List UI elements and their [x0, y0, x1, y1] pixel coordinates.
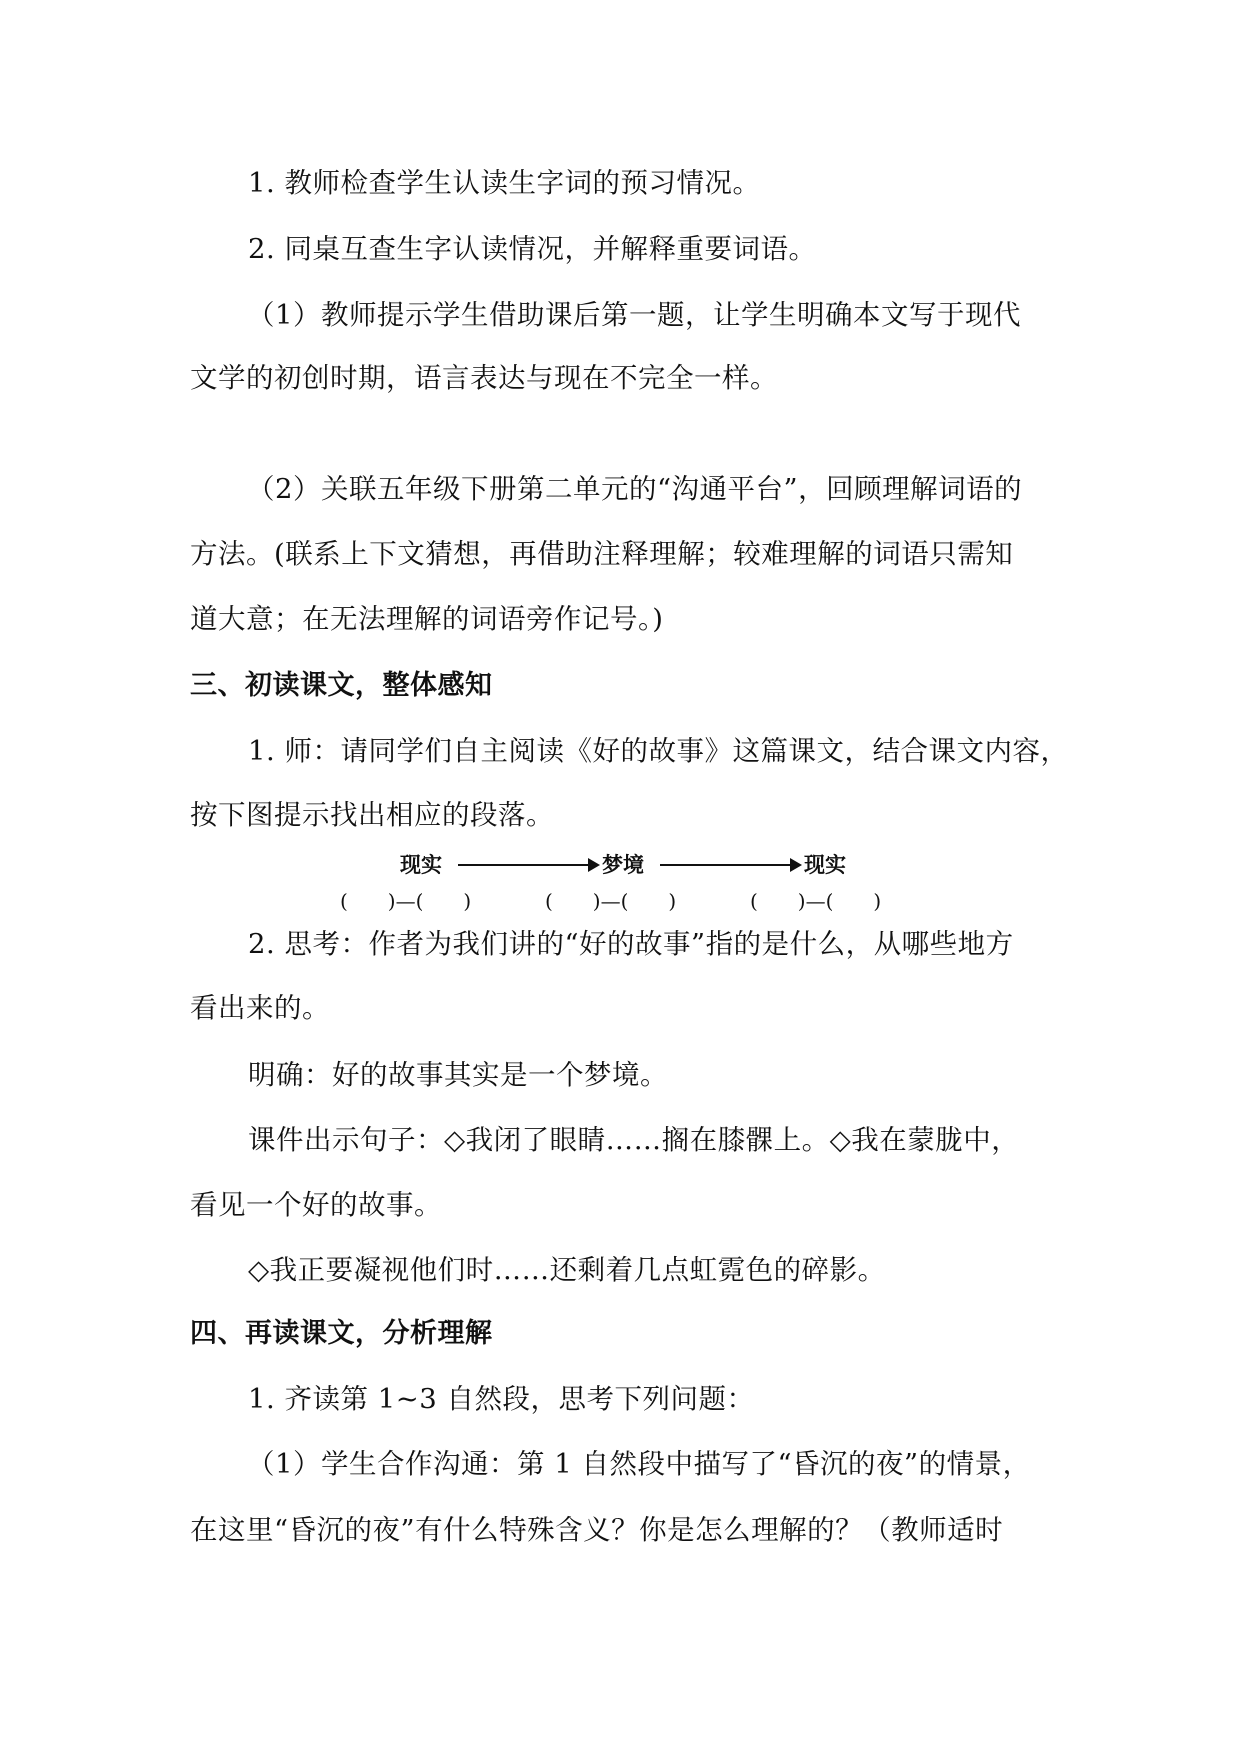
text-line: 看见一个好的故事。 [190, 1189, 442, 1221]
arrow-icon [458, 864, 598, 866]
text-line: ◇我正要凝视他们时……还剩着几点虹霓色的碎影。 [248, 1254, 886, 1286]
text-line: 方法。(联系上下文猜想，再借助注释理解；较难理解的词语只需知 [190, 538, 1014, 570]
text-line: （2）关联五年级下册第二单元的“沟通平台”，回顾理解词语的 [247, 473, 1023, 505]
text-line: 2. 同桌互查生字认读情况，并解释重要词语。 [248, 233, 817, 265]
flow-diagram [330, 850, 950, 920]
text-line: 1. 师：请同学们自主阅读《好的故事》这篇课文，结合课文内容， [248, 735, 1069, 767]
text-line: 明确：好的故事其实是一个梦境。 [248, 1059, 668, 1091]
diagram-blank: ( )—( ) [545, 889, 677, 913]
diagram-node: 梦境 [602, 852, 644, 877]
text-line: 看出来的。 [190, 992, 330, 1024]
text-line: 课件出示句子：◇我闭了眼睛……搁在膝髁上。◇我在蒙胧中， [248, 1124, 1020, 1156]
text-line: 文学的初创时期，语言表达与现在不完全一样。 [190, 362, 778, 394]
section-heading: 四、再读课文，分析理解 [190, 1318, 493, 1349]
diagram-blank: ( )—( ) [340, 889, 472, 913]
text-line: 道大意；在无法理解的词语旁作记号。) [190, 603, 664, 635]
section-heading: 三、初读课文，整体感知 [190, 670, 493, 701]
text-line: 1. 齐读第 1~3 自然段，思考下列问题： [248, 1383, 755, 1415]
diagram-node: 现实 [804, 852, 846, 877]
text-line: 2. 思考：作者为我们讲的“好的故事”指的是什么，从哪些地方 [248, 928, 1014, 960]
text-line: 在这里“昏沉的夜”有什么特殊含义？你是怎么理解的？（教师适时 [190, 1514, 1004, 1546]
diagram-node: 现实 [400, 852, 442, 877]
text-line: （1）学生合作沟通：第 1 自然段中描写了“昏沉的夜”的情景， [247, 1448, 1031, 1480]
text-line: 按下图提示找出相应的段落。 [190, 799, 554, 831]
diagram-blank: ( )—( ) [750, 889, 882, 913]
text-line: （1）教师提示学生借助课后第一题，让学生明确本文写于现代 [247, 299, 1021, 331]
text-line: 1. 教师检查学生认读生字词的预习情况。 [248, 167, 761, 199]
arrow-icon [660, 864, 800, 866]
